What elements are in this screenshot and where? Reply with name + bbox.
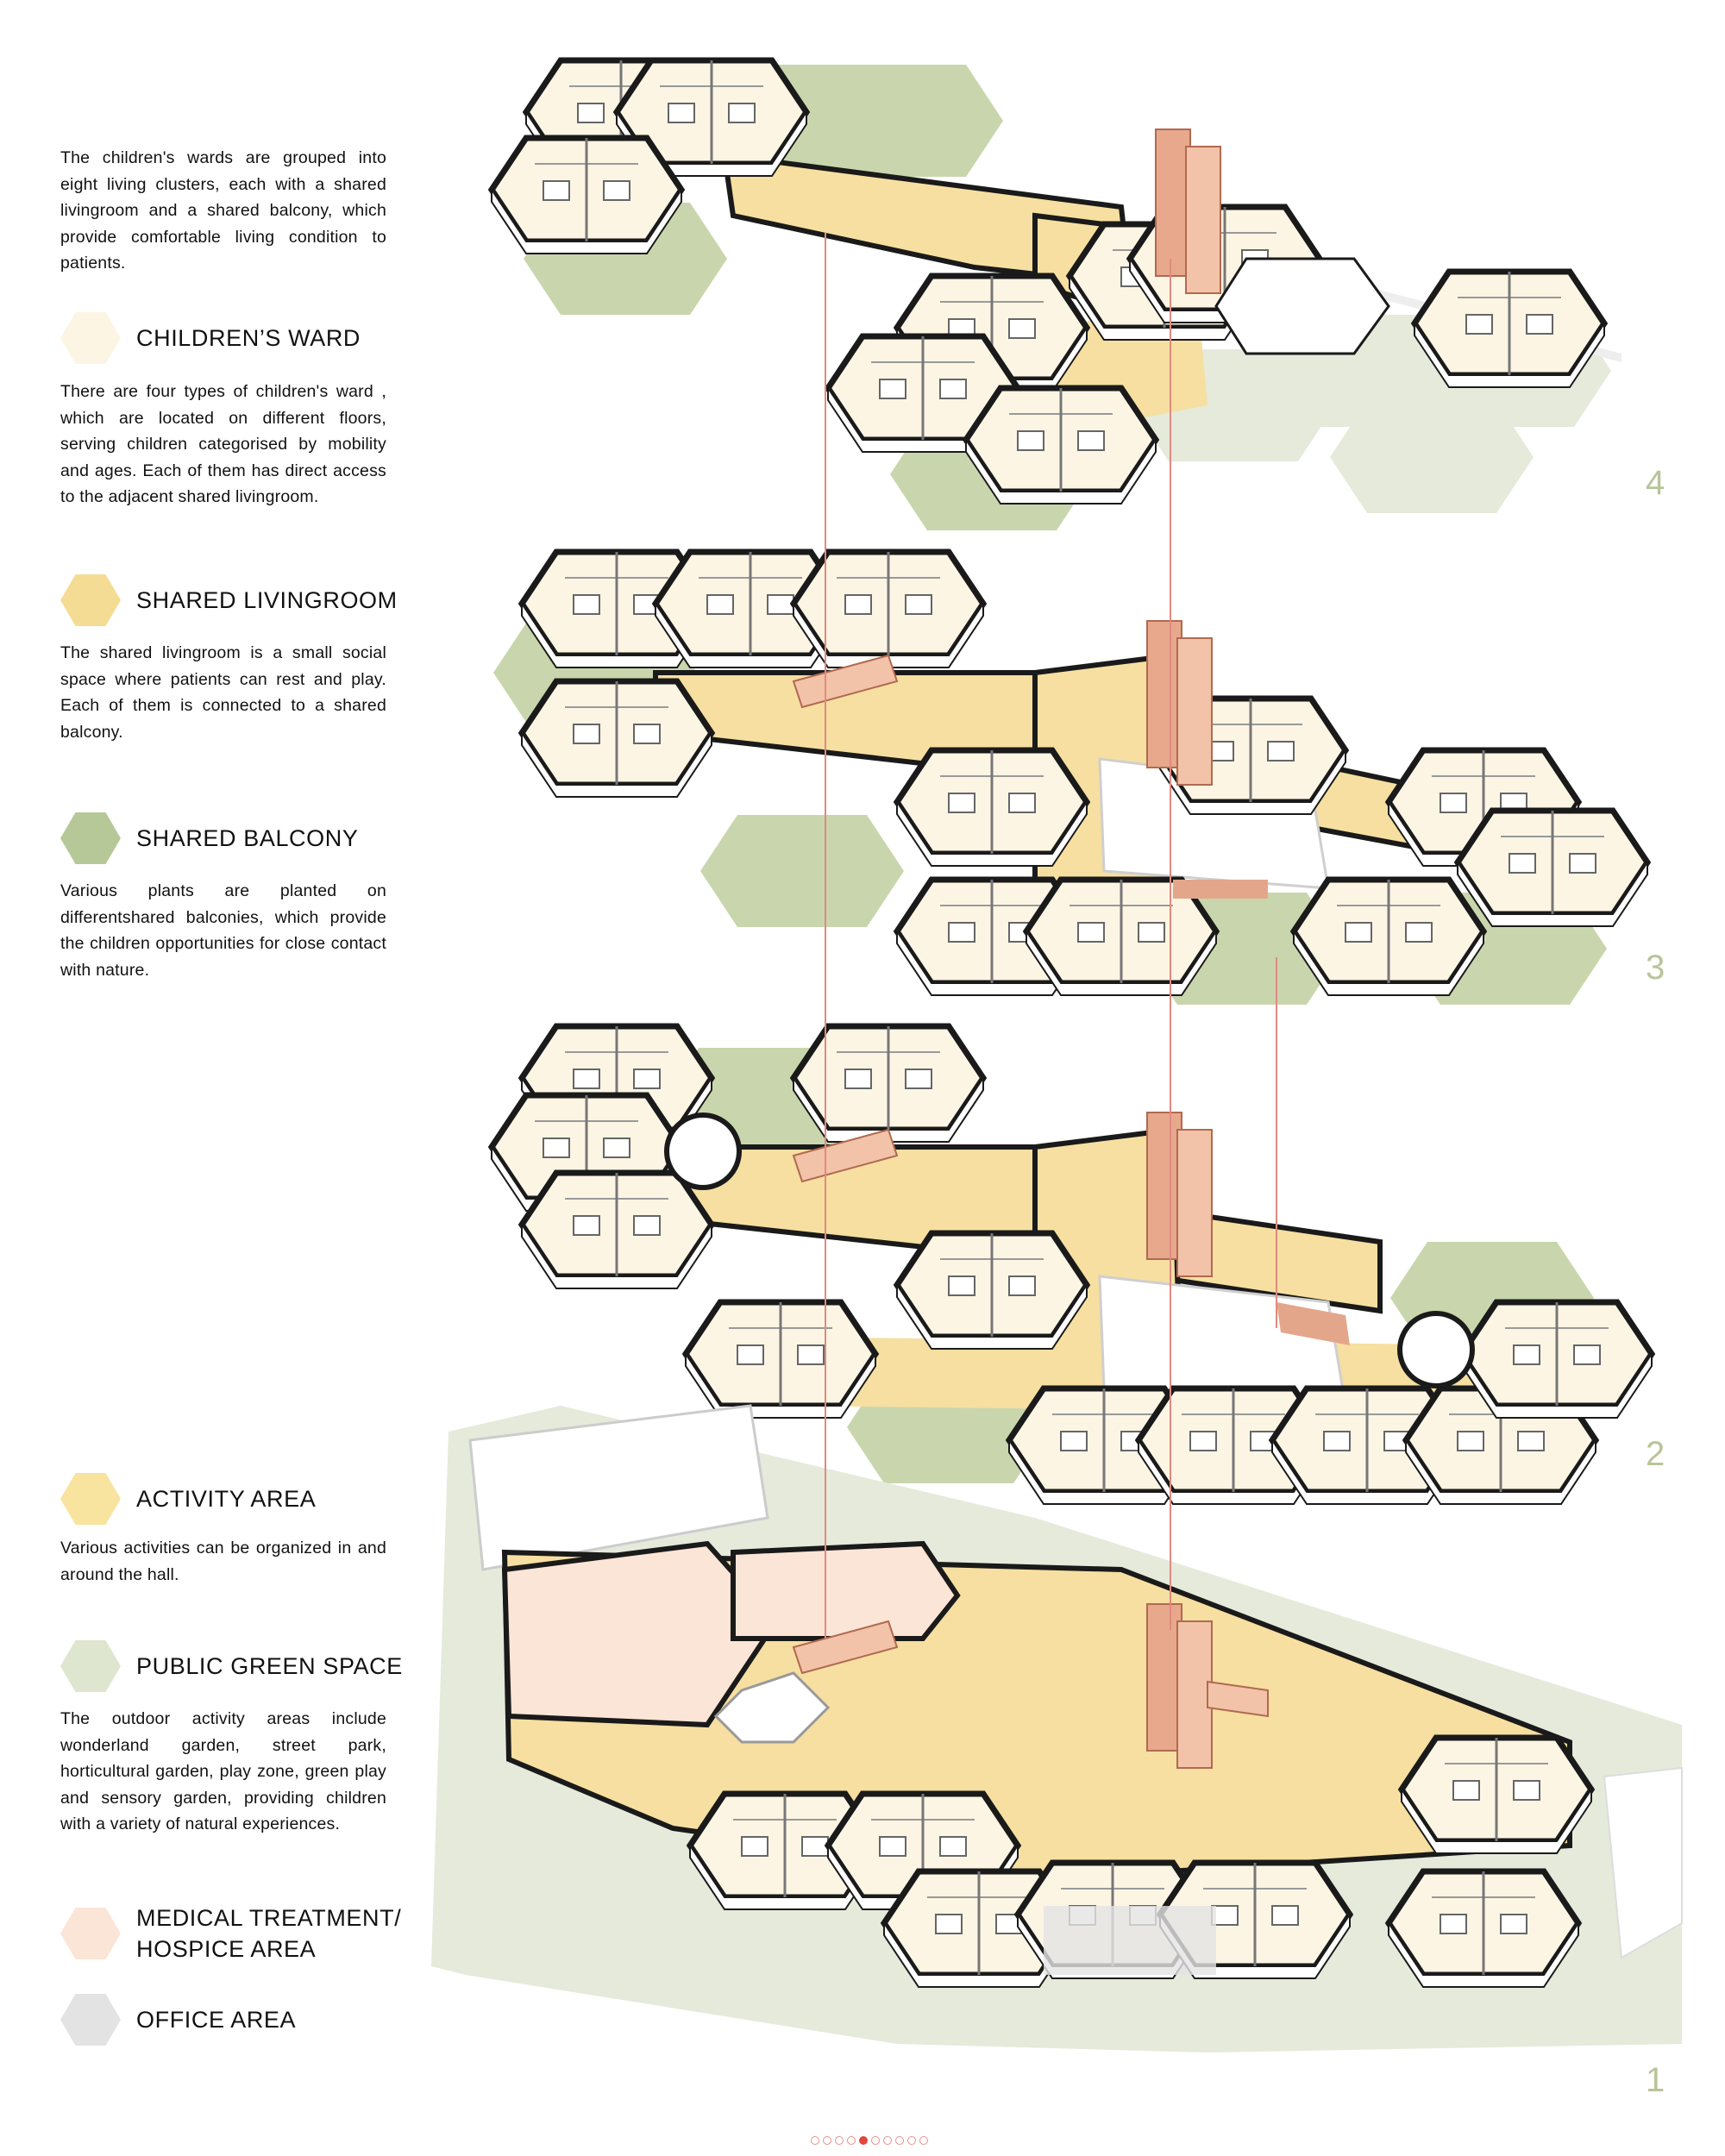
shared-livingroom-description: The shared livingroom is a small social space where patients can rest and play. Each of them is connected to a shared balcony. — [60, 643, 386, 742]
pager-dot[interactable] — [835, 2136, 844, 2145]
pager-dot[interactable] — [919, 2136, 928, 2145]
pager-dot[interactable] — [847, 2136, 856, 2145]
floor-number: 2 — [1646, 1435, 1665, 1473]
page-indicator[interactable] — [811, 2136, 928, 2145]
pager-dot[interactable] — [811, 2136, 819, 2145]
legend-label: SHARED BALCONY — [136, 825, 359, 851]
pager-dot[interactable] — [823, 2136, 831, 2145]
legend-label: ACTIVITY AREA — [136, 1486, 317, 1512]
pager-dot[interactable] — [871, 2136, 880, 2145]
pager-dot[interactable] — [895, 2136, 904, 2145]
floor-number: 1 — [1646, 2061, 1665, 2099]
legend-label: OFFICE AREA — [136, 2007, 297, 2033]
activity-area-description: Various activities can be organized in and around the hall. — [60, 1539, 386, 1584]
childrens-ward-description: There are four types of children's ward , which are located on different floors, serving children categorised by mobility and ages. Each of them has direct access to the adjacent shared livingroom. — [60, 382, 386, 506]
public-green-space-description: The outdoor activity areas include wonderland garden, street park, horticultural garden, play zone, green play and sensory garden, providing children with a variety of natural experiences. — [60, 1709, 386, 1833]
intro-text: The children's wards are grouped into eight living clusters, each with a shared livingroom and a shared balcony, which provide comfortable living condition to patients. — [60, 148, 386, 273]
pager-dot[interactable] — [907, 2136, 916, 2145]
legend-label: PUBLIC GREEN SPACE — [136, 1653, 403, 1679]
floor-3-plan — [493, 552, 1647, 1005]
shared-balcony-description: Various plants are planted on differentshared balconies, which provide the children opportunities for close contact with nature. — [60, 881, 386, 980]
legend-label: MEDICAL TREATMENT/ HOSPICE AREA — [136, 1905, 402, 1962]
floor-4-plan — [492, 60, 1622, 530]
pager-dot[interactable] — [859, 2136, 868, 2145]
pager-dot[interactable] — [883, 2136, 892, 2145]
legend-label: CHILDREN’S WARD — [136, 325, 361, 351]
legend-label: SHARED LIVINGROOM — [136, 587, 398, 613]
floor-number: 3 — [1646, 949, 1665, 987]
floor-number: 4 — [1646, 464, 1665, 502]
